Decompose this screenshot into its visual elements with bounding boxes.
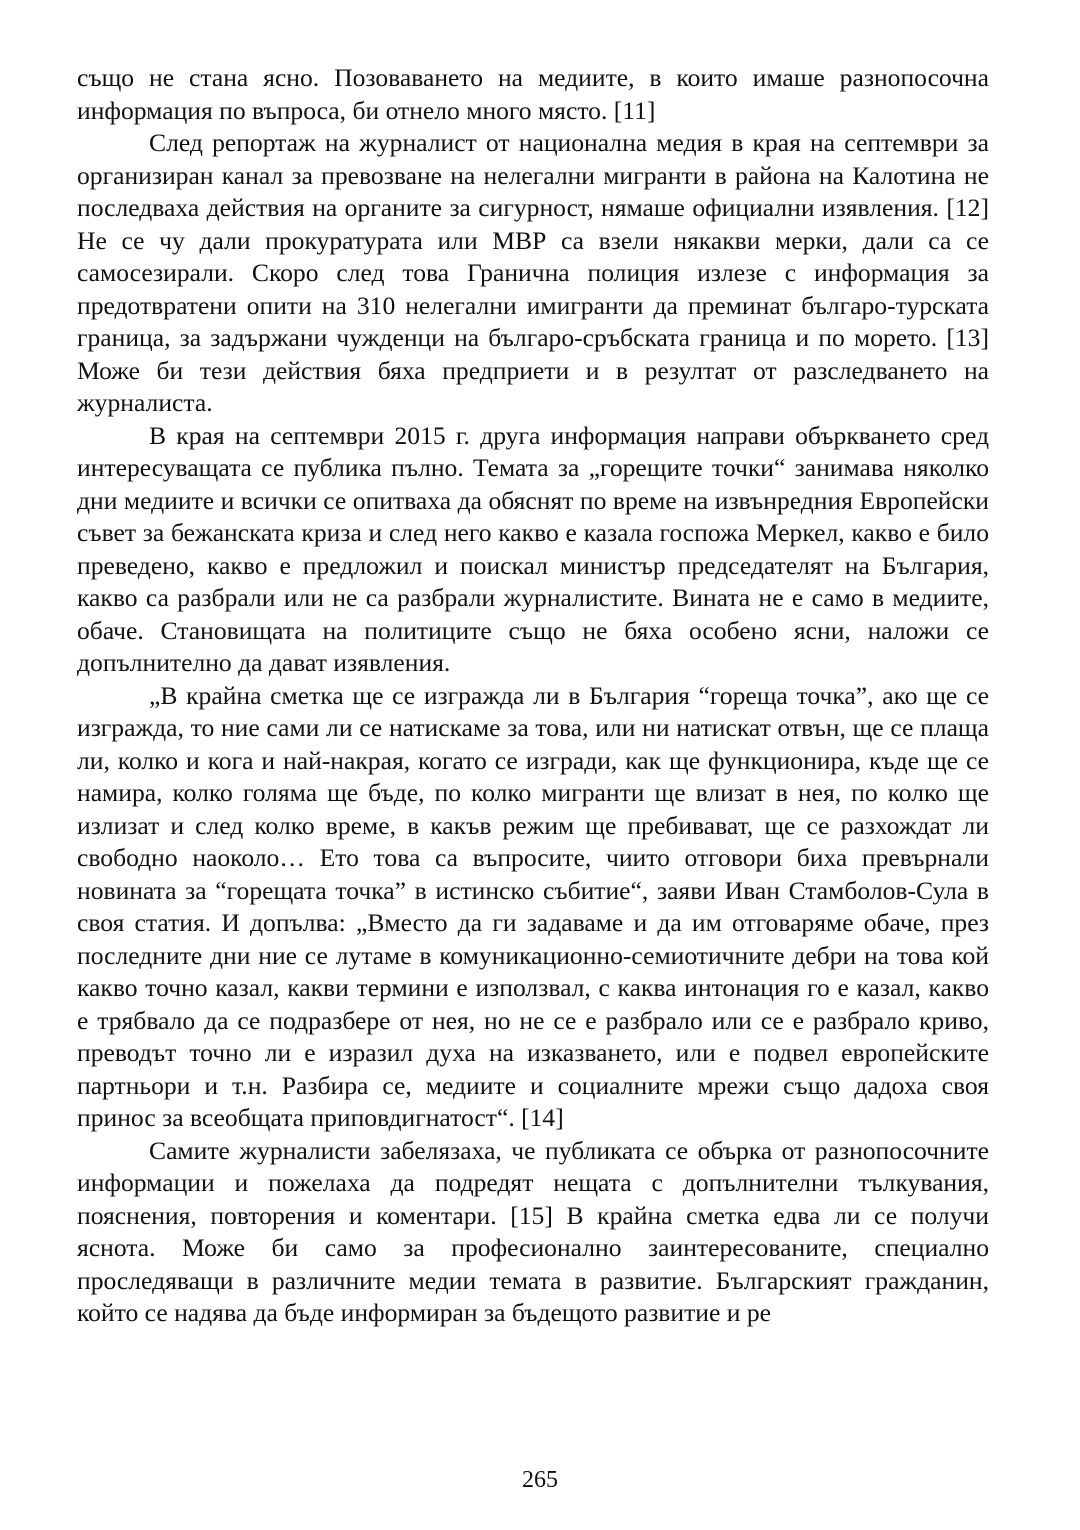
paragraph-continuation: също не стана ясно. Позоваването на медиите, в които имаше разнопосочна информация по въпроса, би отнело много място. [11] — [77, 63, 989, 125]
paragraph-hotspots: В края на септември 2015 г. друга информация направи объркването сред интересуващата се публика пълно. Темата за „горещите точки“ занимава няколко дни медиите и всички се опитваха да обяснят по време на извънредния Европейски съвет за бежанската криза и след него какво е казала госпожа Меркел, какво е било преведено, какво е предложил и поискал министър председателят на България, какво са разбрали или не са разбрали журналистите. Вината не е само в медиите, обаче. Становищата на политиците също не бяха особено ясни, наложи се допълнително да дават изявления. — [77, 420, 989, 677]
paragraph-journalists: Самите журналисти забелязаха, че публиката се обърка от разнопосочните информации и пожелаха да подредят нещата с допълнителни тълкувания, пояснения, повторения и коментари. [15] В крайна сметка едва ли се получи яснота. Може би само за професионално заинтересованите, специално проследяващи в различните медии темата в развитие. Българският гражданин, който се надява да бъде информиран за бъдещото развитие и ре — [77, 1135, 989, 1327]
body-text — [77, 62, 989, 1330]
page-number: 265 — [522, 1467, 558, 1493]
paragraph-quote: „В крайна сметка ще се изгражда ли в България “гореща точка”, ако ще се изгражда, то ние сами ли се натискаме за това, или ни натискат отвън, ще се плаща ли, колко и кога и най-накрая, когато се изгради, как ще функционира, къде ще се намира, колко голяма ще бъде, по колко мигранти ще влизат в нея, по колко ще излизат и след колко време, в какъв режим ще пребивават, ще се разхождат ли свободно наоколо… Ето това са въпросите, чиито отговори биха превърнали новината за “горещата точка” в истинско събитие“, заяви Иван Стамболов-Сула в своя статия. И допълва: „Вместо да ги задаваме и да им отговаряме обаче, през последните дни ние се лутаме в комуникационно-семиотичните дебри на това кой какво точно казал, какви термини е използвал, с каква интонация го е казал, какво е трябвало да се подразбере от нея, но не се е разбрало или се е разбрало криво, преводът точно ли е изразил духа на изказването, или е подвел европейските партньори и т.н. Разбира се, медиите и социалните мрежи също дадоха своя принос за всеобщата приповдигнатост“. [14] — [77, 680, 989, 1132]
paragraph-report: След репортаж на журналист от национална медия в края на септември за организиран канал за превозване на нелегални мигранти в района на Калотина не последваха действия на органите за сигурност, нямаше официални изявления. [12] Не се чу дали прокуратурата или МВР са взели някакви мерки, дали са се самосезирали. Скоро след това Гранична полиция излезе с информация за предотвратени опити на 310 нелегални имигранти да преминат българо-турската граница, за задържани чужденци на българо-сръбската граница и по морето. [13] Може би тези действия бяха предприети и в резултат от разследването на журналиста. — [77, 128, 989, 417]
